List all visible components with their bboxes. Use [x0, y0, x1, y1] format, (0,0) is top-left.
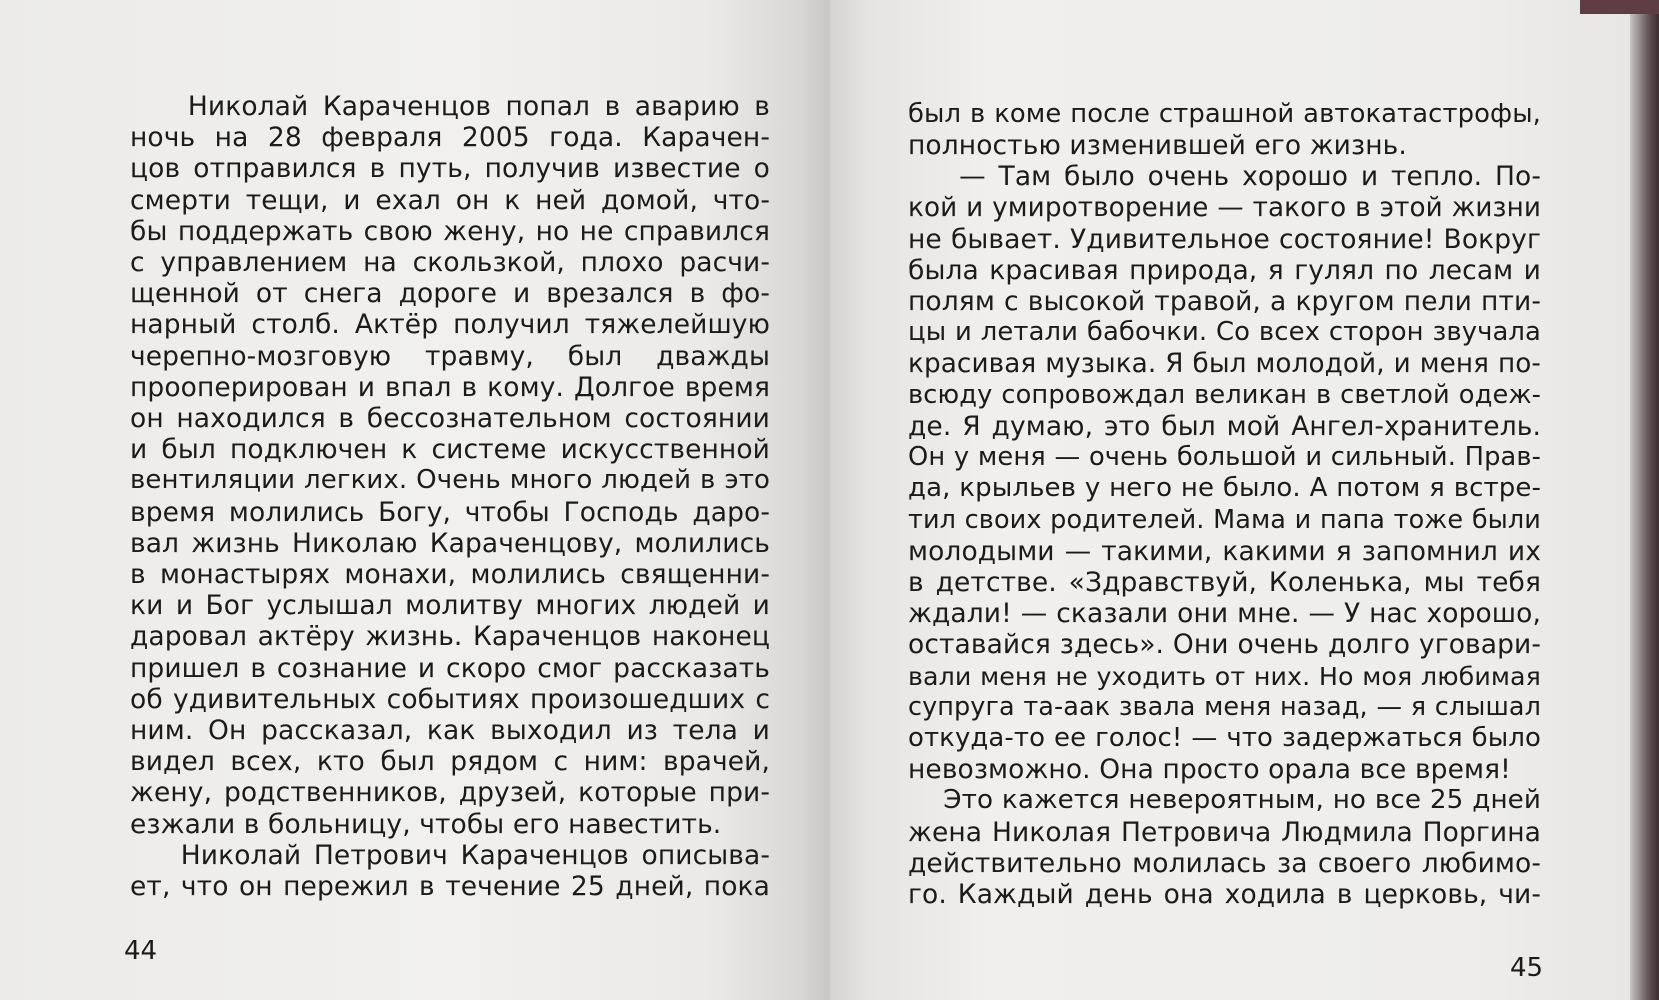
text-line: действительно молилась за своего любимо- — [908, 847, 1541, 879]
page-number: 45 — [1510, 953, 1544, 983]
text-line: и был подключен к системе искусственной — [130, 434, 770, 466]
text-line: щенной от снега дороге и врезался в фо- — [130, 278, 770, 310]
text-line: цов отправился в путь, получив известие о — [130, 153, 770, 185]
text-line: была красивая природа, я гулял по лесам и — [908, 255, 1541, 287]
text-line: даровал актёру жизнь. Караченцов наконец — [130, 621, 770, 653]
text-line: смерти тещи, и ехал он к ней домой, что- — [130, 184, 770, 216]
text-line: время молились Богу, чтобы Господь даро- — [130, 496, 770, 528]
right-page — [830, 0, 1630, 1000]
text-line: был в коме после страшной автокатастрофы, — [908, 99, 1541, 129]
text-line: вал жизнь Николаю Караченцову, молились — [130, 527, 770, 559]
text-line: вали меня не уходить от них. Но моя любимая — [908, 660, 1541, 691]
text-line: в детстве. «Здравствуй, Коленька, мы тебя — [908, 567, 1541, 599]
text-line: ночь на 28 февраля 2005 года. Карачен- — [130, 122, 770, 154]
text-line: откуда-то ее голос! — что задержаться было — [908, 723, 1541, 754]
page-number: 44 — [124, 936, 158, 966]
text-line: жена Николая Петровича Людмила Поргина — [908, 816, 1541, 848]
text-line: с управлением на скользкой, плохо расчи- — [130, 247, 770, 279]
text-line: в монастырях монахи, молились священни- — [130, 559, 770, 591]
right-page-text — [908, 99, 1541, 910]
text-line: молодыми — такими, какими я запомнил их — [908, 535, 1541, 567]
text-line: да, крыльев у него не было. А потом я встре- — [908, 473, 1541, 504]
text-line: прооперирован и впал в кому. Долгое время — [130, 371, 770, 403]
text-line: он находился в бессознательном состоянии — [130, 403, 770, 435]
book-cover-edge — [1630, 0, 1659, 1000]
text-line: де. Я думаю, это был мой Ангел-хранитель. — [908, 411, 1541, 443]
text-line: видел всех, кто был рядом с ним: врачей, — [130, 746, 770, 778]
text-line: вентиляции легких. Очень много людей в это — [130, 465, 770, 496]
text-line: езжали в больницу, чтобы его навестить. — [130, 808, 722, 840]
text-line: невозможно. Она просто орала все время! — [908, 754, 1511, 786]
left-page-text — [130, 91, 770, 902]
text-line: тил своих родителей. Мама и папа тоже были — [908, 504, 1541, 535]
text-line: ет, что он пережил в течение 25 дней, пока — [130, 871, 770, 903]
text-line: всюду сопровождал великан в светлой одеж- — [908, 379, 1541, 410]
text-line: го. Каждый день она ходила в церковь, чи- — [908, 879, 1541, 911]
book-cover-corner — [1580, 0, 1659, 14]
text-line: Николай Петрович Караченцов описыва- — [130, 839, 770, 871]
text-line: Он у меня — очень большой и сильный. Прав- — [908, 442, 1541, 473]
text-line: цы и летали бабочки. Со всех сторон звучала — [908, 317, 1541, 348]
text-line: — Там было очень хорошо и тепло. По- — [908, 161, 1541, 193]
text-line: красивая музыка. Я был молодой, и меня по- — [908, 348, 1541, 379]
text-line: не бывает. Удивительное состояние! Вокруг — [908, 223, 1541, 255]
text-line: кой и умиротворение — такого в этой жизни — [908, 192, 1541, 223]
text-line: пришел в сознание и скоро смог рассказать — [130, 652, 770, 684]
text-line: полям с высокой травой, а кругом пели пти- — [908, 286, 1541, 318]
text-line: черепно-мозговую травму, был дважды — [130, 340, 770, 372]
text-line: Это кажется невероятным, но все 25 дней — [908, 785, 1541, 816]
text-line: ждали! — сказали они мне. — У нас хорошо, — [908, 598, 1541, 630]
text-line: бы поддержать свою жену, но не справился — [130, 215, 770, 247]
text-line: полностью изменившей его жизнь. — [908, 130, 1407, 162]
text-line: Николай Караченцов попал в аварию в — [130, 91, 770, 122]
text-line: нарный столб. Актёр получил тяжелейшую — [130, 309, 770, 341]
text-line: жену, родственников, друзей, которые при- — [130, 777, 770, 809]
text-line: ним. Он рассказал, как выходил из тела и — [130, 715, 770, 747]
text-line: ки и Бог услышал молитву многих людей и — [130, 590, 770, 622]
text-line: оставайся здесь». Они очень долго уговари- — [908, 629, 1541, 661]
text-line: супруга та-аак звала меня назад, — я слышал — [908, 691, 1541, 722]
text-line: об удивительных событиях произошедших с — [130, 683, 770, 715]
